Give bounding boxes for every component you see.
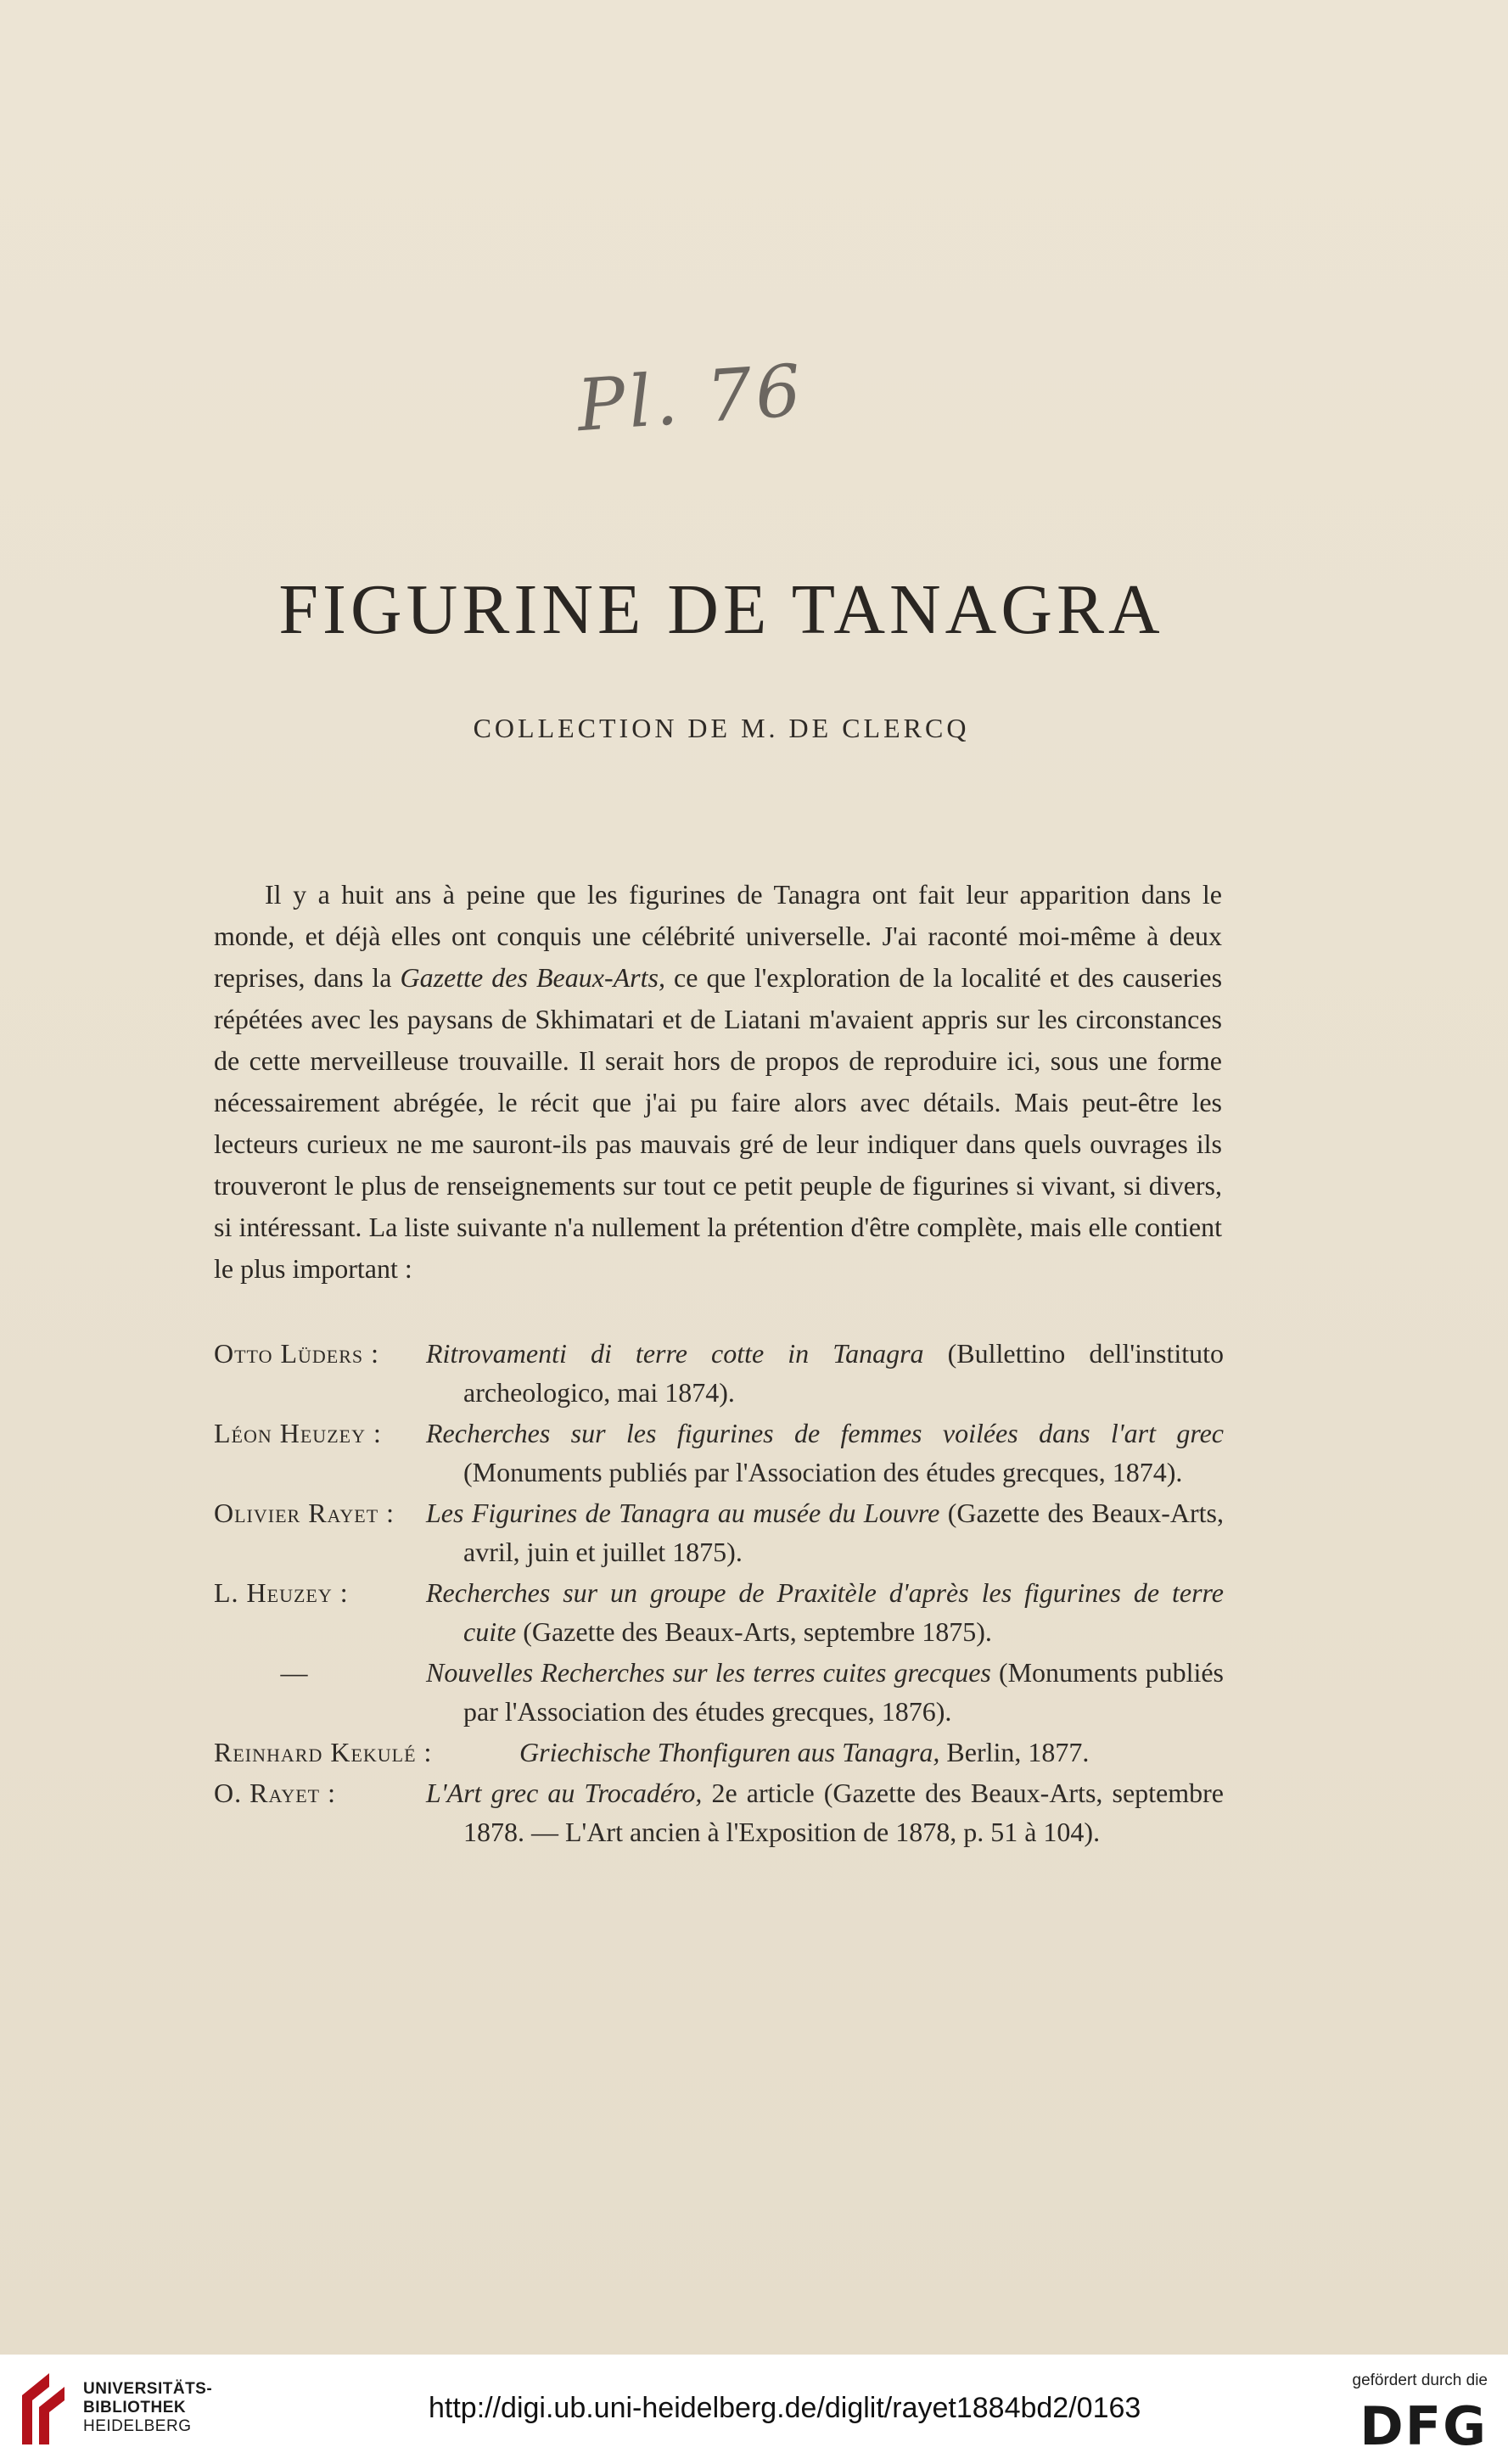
entry-author: Olivier Rayet :: [214, 1498, 395, 1528]
entry-title: Ritrovamenti di terre cotte in Tanagra: [426, 1338, 924, 1369]
entry-reference: [426, 1653, 1224, 1731]
entry-reference: [426, 1573, 1224, 1651]
plate-annotation: Pl. 76: [574, 348, 807, 448]
library-line-2: BIBLIOTHEK: [83, 2399, 187, 2416]
page-title: FIGURINE DE TANAGRA: [278, 570, 1164, 649]
entry-details: (Bullettino dell'instituto archeologico, mai 1874).: [463, 1338, 1225, 1408]
paragraph-italic-title: Gazette des Beaux-Arts,: [400, 962, 665, 993]
library-name: [83, 2380, 212, 2436]
entry-title: Nouvelles Recherches sur les terres cuites grecques: [426, 1657, 991, 1688]
entry-author: —: [280, 1657, 309, 1688]
entry-details: (Gazette des Beaux-Arts, avril, juin et juillet 1875).: [463, 1498, 1225, 1567]
bibliography-entry: [214, 1773, 1224, 1851]
entry-details: Berlin, 1877.: [939, 1737, 1090, 1767]
entry-title: Recherches sur les figurines de femmes voilées dans l'art grec: [426, 1418, 1224, 1448]
ub-heidelberg-logo-icon: [15, 2370, 75, 2446]
entry-title: Griechische Thonfiguren aus Tanagra,: [519, 1737, 940, 1767]
bibliography-entry: [214, 1493, 1224, 1571]
entry-details: (Gazette des Beaux-Arts, septembre 1875).: [516, 1616, 992, 1647]
bibliography-entry: [214, 1653, 1224, 1731]
bibliography-entry: [214, 1733, 1224, 1772]
entry-author: L. Heuzey :: [214, 1577, 349, 1608]
bibliography-entry: [214, 1573, 1224, 1651]
funded-by-label: gefördert durch die: [1352, 2372, 1488, 2389]
bibliography-entry: [214, 1414, 1224, 1492]
entry-author: O. Rayet :: [214, 1778, 336, 1808]
entry-title: Les Figurines de Tanagra au musée du Louvre: [426, 1498, 940, 1528]
entry-reference: [519, 1733, 1224, 1772]
library-line-3: HEIDELBERG: [83, 2417, 192, 2435]
permalink-link[interactable]: http://digi.ub.uni-heidelberg.de/diglit/rayet1884bd2/0163: [429, 2392, 1141, 2424]
digitization-footer: [0, 2355, 1508, 2464]
paragraph-part-1: Il y a huit ans à peine que les figurines de Tanagra ont fait leur apparition dans le monde, et déjà elles ont conquis une célébrité universelle. J'ai raconté moi-même à deux reprises, dans la: [214, 879, 1222, 993]
intro-paragraph: [214, 874, 1222, 1290]
bibliography-entry: [214, 1334, 1224, 1412]
entry-title: L'Art grec au Trocadéro,: [426, 1778, 703, 1808]
library-line-1: UNIVERSITÄTS-: [83, 2380, 213, 2398]
dfg-logo: DFG: [1359, 2395, 1488, 2457]
paragraph-part-2: ce que l'exploration de la localité et des causeries répétées avec les paysans de Skhimatari et de Liatani m'avaient appris sur les circonstances de cette merveilleuse trouvaille. Il serait hors de propos de reproduire ici, sous une forme nécessairement abrégée, le récit que j'ai pu faire alors avec détails. Mais peut-être les lecteurs curieux ne me sauront-ils pas mauvais gré de leur indiquer dans quels ouvrages ils trouveront le plus de renseignements sur tout ce petit peuple de figurines si vivant, si divers, si intéressant. La liste suivante n'a nullement la prétention d'être complète, mais elle contient le plus important :: [214, 962, 1223, 1284]
entry-details: (Monuments publiés par l'Association des études grecques, 1874).: [463, 1457, 1183, 1487]
entry-reference: [426, 1493, 1224, 1571]
entry-details: (Monuments publiés par l'Association des études grecques, 1876).: [463, 1657, 1225, 1727]
entry-reference: [426, 1414, 1224, 1492]
entry-author: Reinhard Kekulé :: [214, 1737, 433, 1767]
entry-author: Otto Lüders :: [214, 1338, 380, 1369]
entry-reference: [426, 1773, 1224, 1851]
bibliography-list: [214, 1334, 1224, 1853]
page-subtitle: COLLECTION DE M. DE CLERCQ: [473, 713, 970, 743]
entry-title: Recherches sur un groupe de Praxitèle d'après les figurines de terre cuite: [426, 1577, 1224, 1647]
entry-reference: [426, 1334, 1224, 1412]
entry-details: 2e article (Gazette des Beaux-Arts, septembre 1878. — L'Art ancien à l'Exposition de 1878, p. 51 à 104).: [463, 1778, 1224, 1847]
entry-author: Léon Heuzey :: [214, 1418, 382, 1448]
